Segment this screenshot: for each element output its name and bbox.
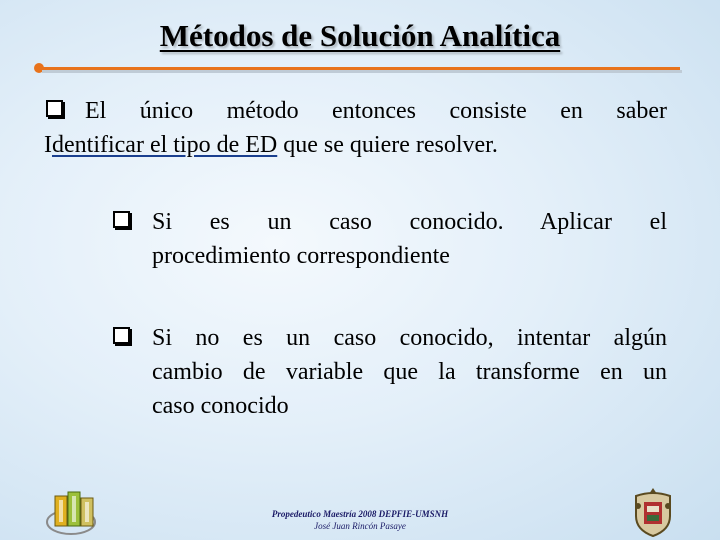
- bullet-1-lead: I: [44, 132, 52, 158]
- bullet-3-line-3: caso conocido: [152, 393, 289, 419]
- checkbox-bullet-icon: [113, 327, 130, 344]
- bullet-3-line-2: cambio de variable que la transforme en un: [152, 359, 667, 385]
- bullet-2: [113, 205, 667, 273]
- footer-line-2: José Juan Rincón Pasaye: [314, 521, 406, 531]
- bullet-3: [113, 321, 667, 423]
- bullet-1-line-1: El único método entonces consiste en saber: [85, 98, 667, 124]
- fie-logo-icon: [45, 488, 105, 538]
- bullet-2-line-1: Si es un caso conocido. Aplicar el: [152, 209, 667, 235]
- bullet-3-line-1: Si no es un caso conocido, intentar algún: [152, 325, 667, 351]
- slide-footer: [230, 508, 490, 532]
- bullet-2-line-2: procedimiento correspondiente: [152, 243, 450, 269]
- bullet-1: [44, 94, 667, 162]
- bullet-1-rest: que se quiere resolver.: [277, 132, 498, 158]
- university-seal-icon: [630, 486, 676, 538]
- title-rule: [40, 67, 680, 70]
- bullet-1-underlined-text: dentificar el tipo de ED: [52, 132, 278, 158]
- slide-title: Métodos de Solución Analítica: [159, 18, 561, 53]
- checkbox-bullet-icon: [113, 211, 130, 228]
- footer-line-1: Propedeutico Maestría 2008 DEPFIE-UMSNH: [271, 509, 449, 519]
- checkbox-bullet-icon: [46, 100, 63, 117]
